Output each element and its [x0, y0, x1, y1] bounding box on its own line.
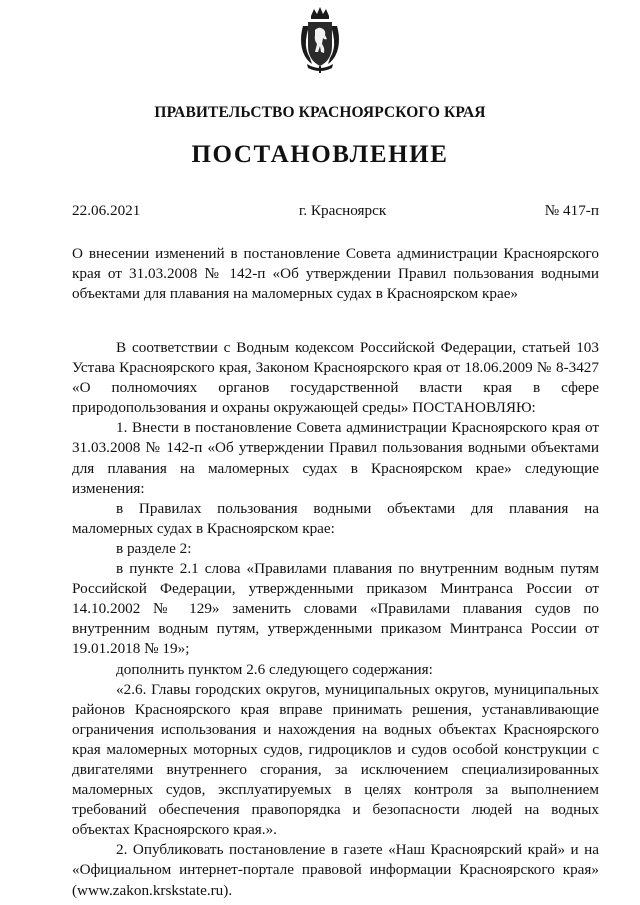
paragraph-point-2-6: «2.6. Главы городских округов, муниципальных округов, муниципальных районов Красноярского края вправе принимать решения, устанавливающие ограничения использования и нахождения на водных объектах Красноярского края маломерных моторных судов, гидроциклов и судов особой конструкции с двигателями внутреннего сгорания, за исключением специализированных маломерных судов, эксплуатируемых в целях контроля за выполнением требований обеспечения правопорядка и безопасности людей на водных объектах Красноярского края.». — [72, 680, 599, 839]
document-date: 22.06.2021 — [72, 202, 141, 219]
document-meta — [72, 202, 599, 222]
paragraph-point-2-1: в пункте 2.1 слова «Правилами плавания по внутренним водным путям Российской Федерации, утвержденными приказом Минтранса России от 14.10.2002 № 129» заменить словами «Правилами плавания судов по внутренним водным путям, утвержденными приказом Минтранса России от 19.01.2018 № 19»; — [72, 560, 599, 658]
paragraph-section-2: в разделе 2: — [116, 539, 192, 557]
document-number: № 417-п — [544, 202, 599, 219]
paragraph-add-point: дополнить пунктом 2.6 следующего содержания: — [116, 660, 433, 678]
authority-name: ПРАВИТЕЛЬСТВО КРАСНОЯРСКОГО КРАЯ — [154, 104, 486, 121]
document-city: г. Красноярск — [298, 202, 387, 219]
paragraph-item-2: 2. Опубликовать постановление в газете «Наш Красноярский край» и на «Официальном интернет-портале правовой информации Красноярского края» (www.zakon.krskstate.ru). — [72, 841, 599, 899]
paragraph-item-1: 1. Внести в постановление Совета администрации Красноярского края от 31.03.2008 № 142-п «Об утверждении Правил пользования водными объектами для плавания на маломерных судах в Красноярском крае» следующие изменения: — [72, 419, 599, 497]
paragraph-rules: в Правилах пользования водными объектами для плавания на маломерных судах в Красноярском крае: — [72, 499, 599, 537]
krasnoyarsk-krai-coat-of-arms-icon — [297, 6, 343, 74]
document-body — [72, 338, 599, 901]
document-type: ПОСТАНОВЛЕНИЕ — [191, 141, 449, 168]
document-title: О внесении изменений в постановление Совета администрации Красноярского края от 31.03.2008 № 142-п «Об утверждении Правил пользования водными объектами для плавания на маломерных судах в Красноярском крае» — [72, 245, 599, 302]
paragraph-preamble: В соответствии с Водным кодексом Российской Федерации, статьей 103 Устава Красноярского края, Законом Красноярского края от 18.06.2009 № 8-3427 «О полномочиях органов государственной власти края в сфере природопользования и охраны окружающей среды» ПОСТАНОВЛЯЮ: — [72, 339, 599, 417]
